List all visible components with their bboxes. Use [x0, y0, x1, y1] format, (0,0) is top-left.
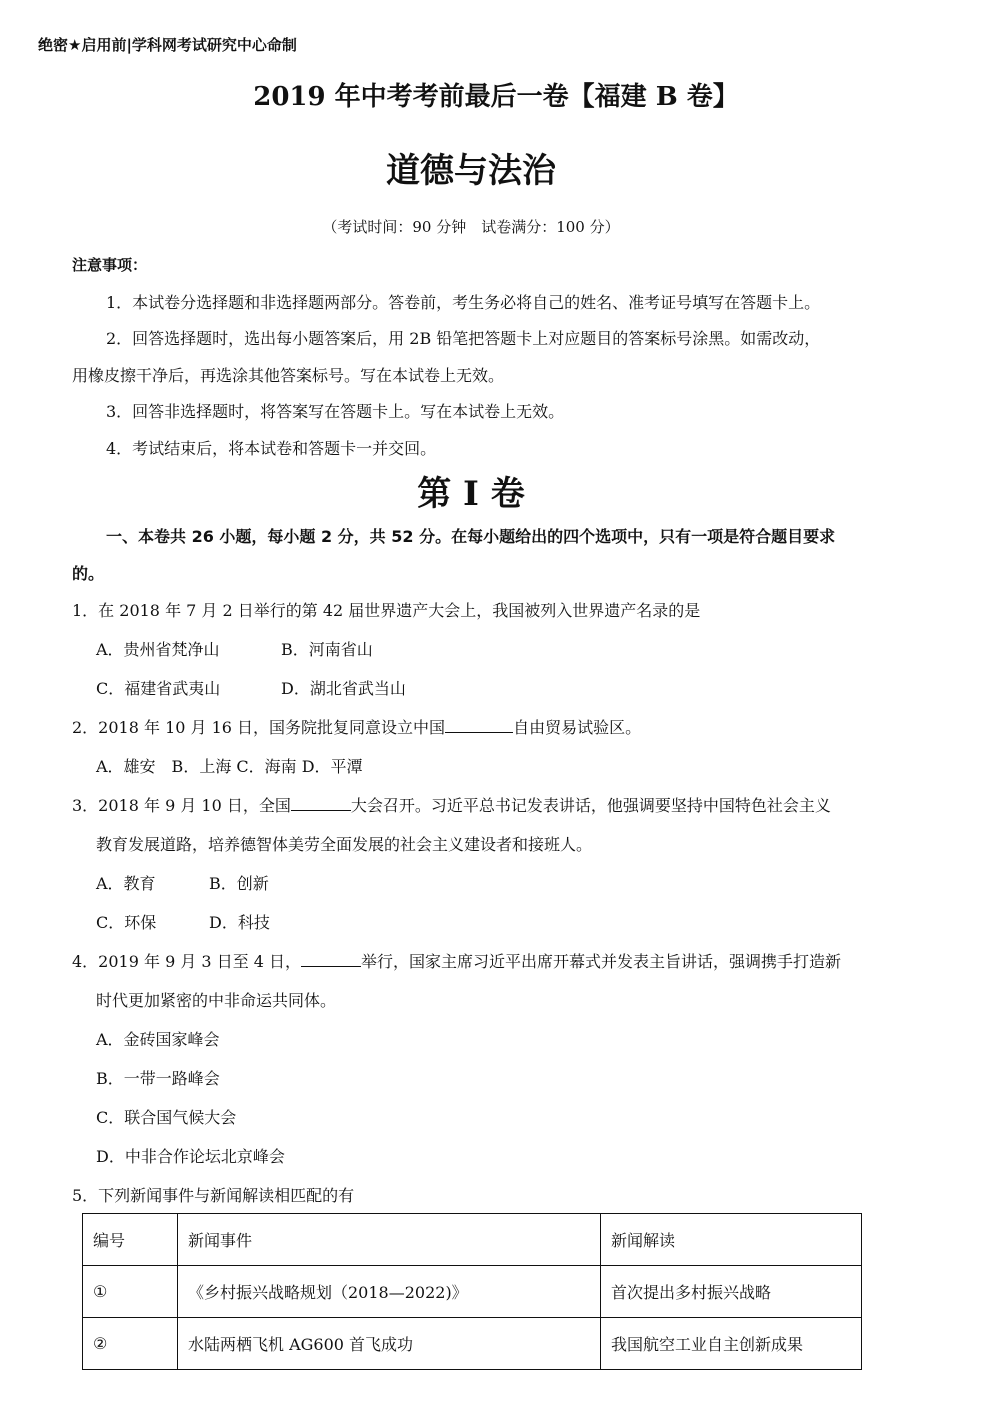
notice-heading: 注意事项： — [72, 256, 148, 274]
question-1-option-c: C．福建省武夷山 — [96, 679, 221, 698]
section-intro-continued: 的。 — [72, 564, 105, 583]
question-3-option-b: B．创新 — [209, 874, 269, 893]
section-title: 第 I 卷 — [417, 474, 525, 514]
question-4-option-b: B．一带一路峰会 — [96, 1069, 220, 1088]
table-row — [83, 1318, 862, 1370]
notice-item: 3．回答非选择题时，将答案写在答题卡上。写在本试卷上无效。 — [106, 402, 565, 421]
table-header-cell: 编号 — [83, 1214, 178, 1266]
subject-title: 道德与法治 — [386, 151, 556, 191]
answer-blank — [301, 952, 361, 967]
question-4-option-c: C．联合国气候大会 — [96, 1108, 237, 1127]
question-3-option-a: A．教育 — [96, 874, 156, 893]
table-cell: 我国航空工业自主创新成果 — [601, 1318, 862, 1370]
answer-blank — [445, 718, 513, 733]
question-3-option-c: C．环保 — [96, 913, 157, 932]
notice-item: 1．本试卷分选择题和非选择题两部分。答卷前，考生务必将自己的姓名、准考证号填写在答题卡上。 — [106, 293, 821, 312]
news-table — [82, 1213, 862, 1370]
question-4-stem — [72, 949, 841, 972]
question-1-option-b: B．河南省山 — [281, 640, 373, 659]
table-header-cell: 新闻事件 — [178, 1214, 601, 1266]
table-cell: ① — [83, 1266, 178, 1318]
table-cell: ② — [83, 1318, 178, 1370]
question-4-option-a: A．金砖国家峰会 — [96, 1030, 220, 1049]
question-1-option-a: A．贵州省梵净山 — [96, 640, 220, 659]
question-3-stem — [72, 793, 831, 816]
question-4-stem-end: 举行，国家主席习近平出席开幕式并发表主旨讲话，强调携手打造新 — [361, 952, 842, 971]
section-intro: 一、本卷共 26 小题，每小题 2 分，共 52 分。在每小题给出的四个选项中，只有一项是符合题目要求 — [106, 527, 836, 546]
table-cell: 《乡村振兴战略规划（2018—2022)》 — [178, 1266, 601, 1318]
table-header-row — [83, 1214, 862, 1266]
question-3-stem-start: 3．2018 年 9 月 10 日，全国 — [72, 796, 291, 815]
question-3-option-d: D．科技 — [209, 913, 270, 932]
question-1-option-d: D．湖北省武当山 — [281, 679, 406, 698]
exam-info: （考试时间：90 分钟 试卷满分：100 分） — [322, 218, 620, 236]
answer-blank — [291, 796, 351, 811]
question-4-stem-continued: 时代更加紧密的中非命运共同体。 — [96, 991, 337, 1010]
notice-item: 4．考试结束后，将本试卷和答题卡一并交回。 — [106, 439, 437, 458]
notice-item-continued: 用橡皮擦干净后，再选涂其他答案标号。写在本试卷上无效。 — [72, 366, 505, 385]
question-2-stem-start: 2．2018 年 10 月 16 日，国务院批复同意设立中国 — [72, 718, 446, 737]
question-5-stem: 5．下列新闻事件与新闻解读相匹配的有 — [72, 1186, 355, 1205]
question-4-stem-start: 4．2019 年 9 月 3 日至 4 日， — [72, 952, 302, 971]
table-row — [83, 1266, 862, 1318]
exam-title: 2019 年中考考前最后一卷【福建 B 卷】 — [253, 82, 739, 112]
table-cell: 水陆两栖飞机 AG600 首飞成功 — [178, 1318, 601, 1370]
question-4-option-d: D．中非合作论坛北京峰会 — [96, 1147, 285, 1166]
question-2-stem — [72, 715, 641, 738]
notice-item: 2．回答选择题时，选出每小题答案后，用 2B 铅笔把答题卡上对应题目的答案标号涂黑。如需改动， — [106, 329, 821, 348]
table-header-cell: 新闻解读 — [601, 1214, 862, 1266]
question-2-stem-end: 自由贸易试验区。 — [513, 718, 642, 737]
table-cell: 首次提出多村振兴战略 — [601, 1266, 862, 1318]
question-1-stem: 1．在 2018 年 7 月 2 日举行的第 42 届世界遗产大会上，我国被列入世界遗产名录的是 — [72, 601, 701, 620]
question-3-stem-end: 大会召开。习近平总书记发表讲话，他强调要坚持中国特色社会主义 — [350, 796, 831, 815]
confidential-header: 绝密★启用前|学科网考试研究中心命制 — [38, 36, 297, 54]
question-2-options: A．雄安 B．上海 C．海南 D．平潭 — [96, 757, 363, 776]
question-3-stem-continued: 教育发展道路，培养德智体美劳全面发展的社会主义建设者和接班人。 — [96, 835, 593, 854]
